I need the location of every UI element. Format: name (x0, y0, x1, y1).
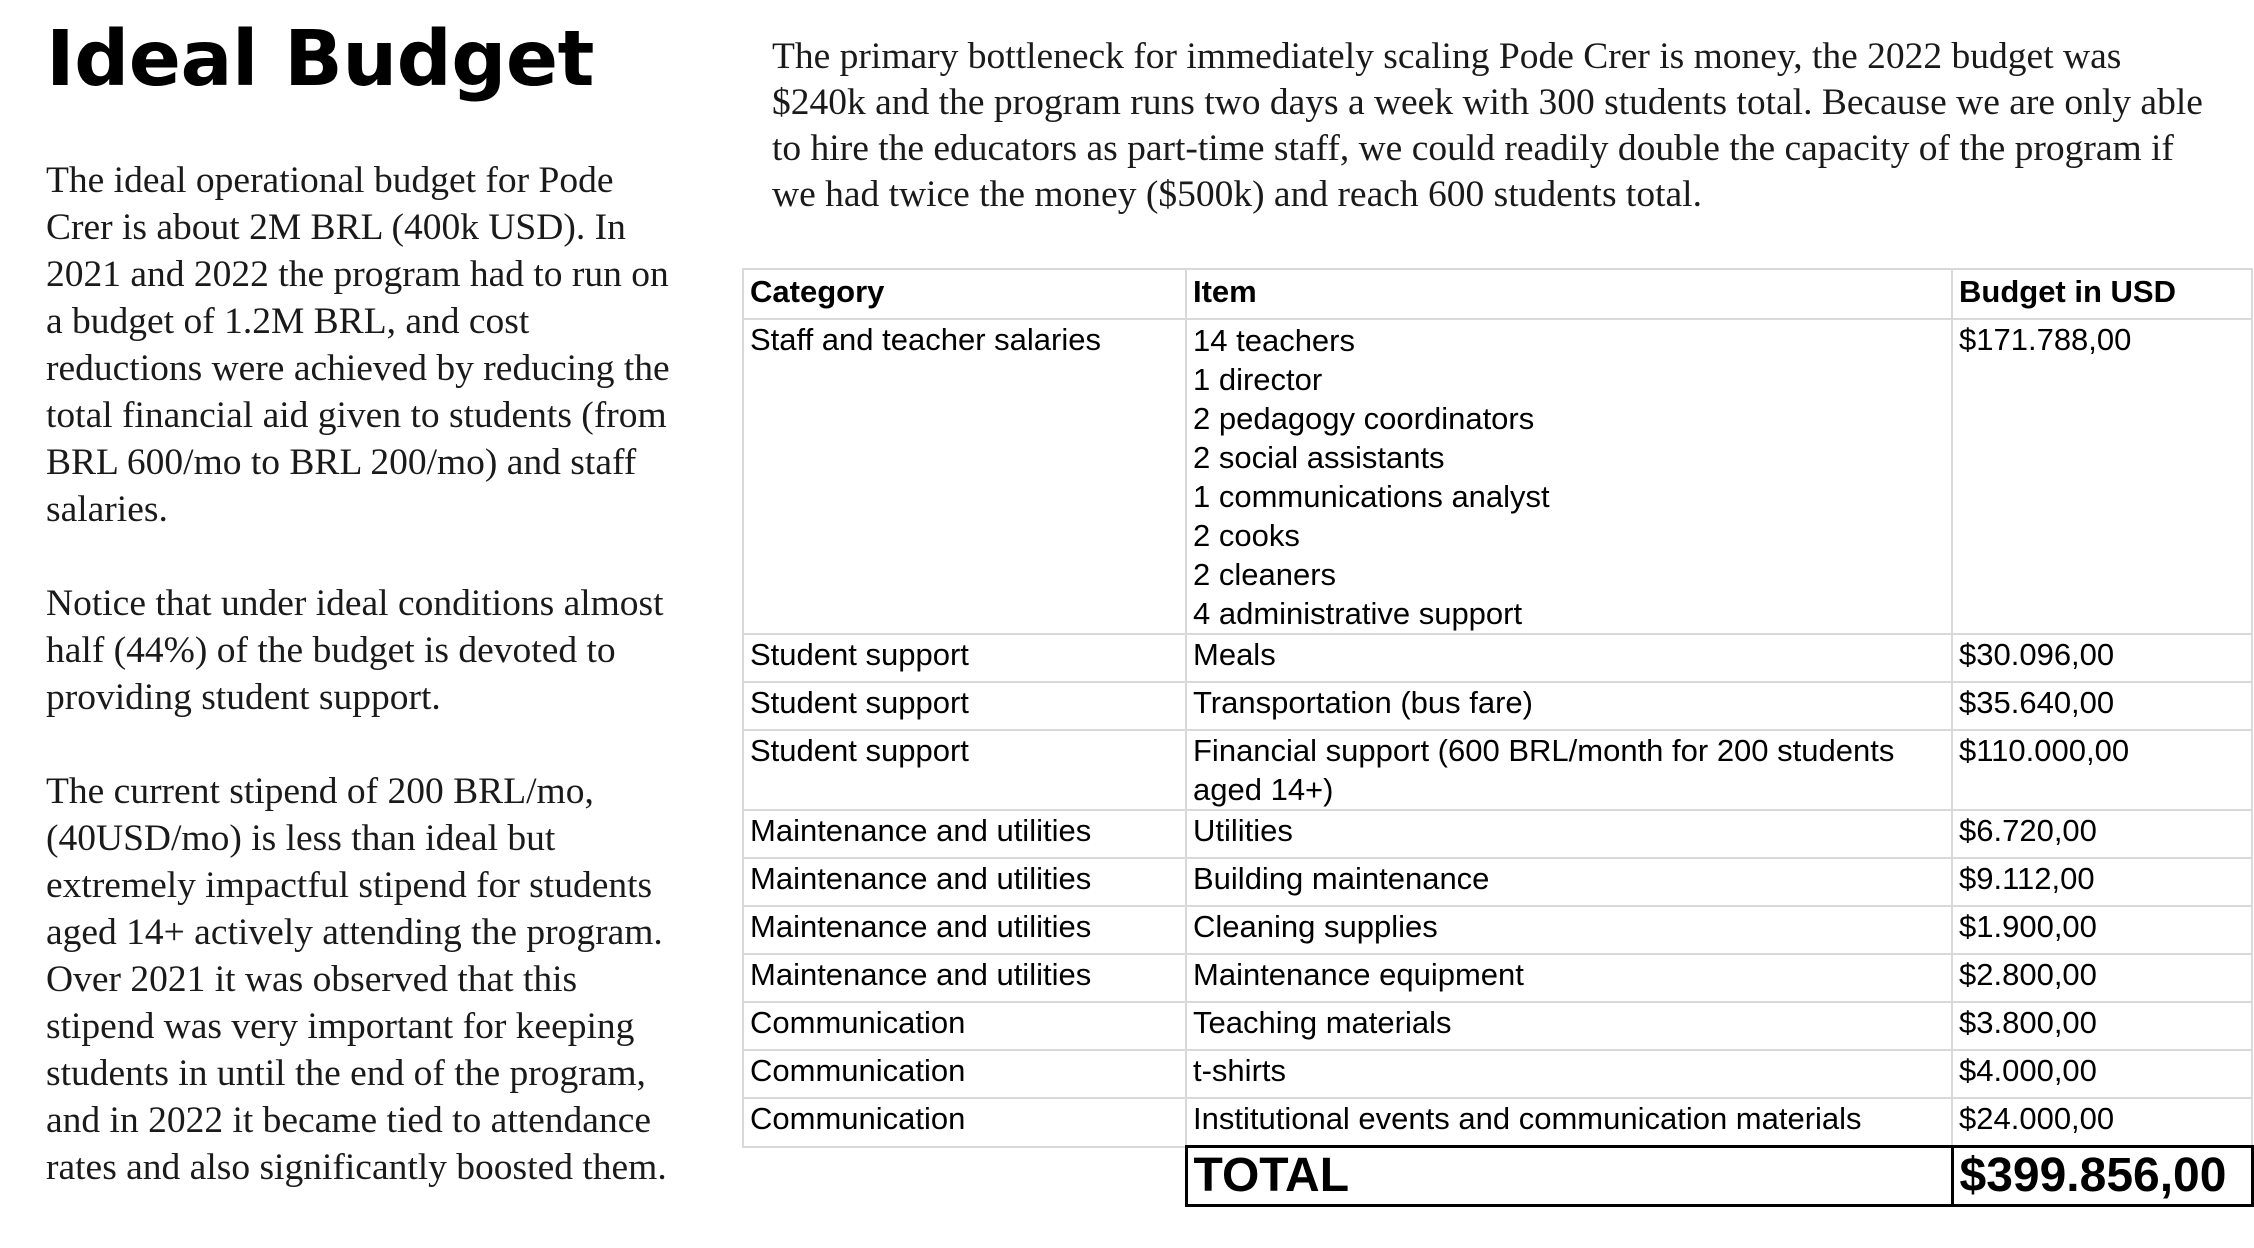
cell-budget: $171.788,00 (1952, 319, 2252, 634)
cell-category: Communication (743, 1098, 1186, 1147)
cell-budget: $24.000,00 (1952, 1098, 2252, 1147)
paragraph-stipend: The current stipend of 200 BRL/mo, (40USD/mo) is less than ideal but extremely impactful stipend for students aged 14+ actively attending the program. Over 2021 it was observed that this stipend was very important for keeping students in until the end of the program, and in 2022 it became tied to attendance rates and also significantly boosted them. (46, 771, 667, 1188)
staff-item: 1 director (1193, 362, 1323, 397)
left-column-text (46, 157, 686, 1238)
staff-item: 4 administrative support (1193, 596, 1523, 631)
cell-category: Student support (743, 634, 1186, 682)
cell-budget: $110.000,00 (1952, 730, 2252, 810)
cell-budget: $6.720,00 (1952, 810, 2252, 858)
cell-item: Utilities (1186, 810, 1952, 858)
cell-category: Communication (743, 1002, 1186, 1050)
total-row (743, 1147, 2252, 1206)
cell-budget: $1.900,00 (1952, 906, 2252, 954)
table-row (743, 858, 2252, 906)
total-value: $399.856,00 (1952, 1147, 2252, 1206)
page-title: Ideal Budget (46, 15, 594, 104)
cell-item: Cleaning supplies (1186, 906, 1952, 954)
table-row (743, 954, 2252, 1002)
cell-category: Student support (743, 682, 1186, 730)
table-row (743, 1002, 2252, 1050)
cell-budget: $2.800,00 (1952, 954, 2252, 1002)
cell-category: Maintenance and utilities (743, 954, 1186, 1002)
cell-item: Financial support (600 BRL/month for 200 students aged 14+) (1186, 730, 1952, 810)
cell-category: Student support (743, 730, 1186, 810)
cell-item: Teaching materials (1186, 1002, 1952, 1050)
staff-item: 2 social assistants (1193, 440, 1445, 475)
table-row (743, 1098, 2252, 1147)
cell-category: Communication (743, 1050, 1186, 1098)
table-row (743, 810, 2252, 858)
table-row-staff (743, 319, 2252, 634)
budget-table (742, 268, 2254, 1207)
paragraph-student-support-share: Notice that under ideal conditions almost half (44%) of the budget is devoted to providing student support. (46, 583, 664, 718)
table-row (743, 682, 2252, 730)
cell-budget: $3.800,00 (1952, 1002, 2252, 1050)
table-row (743, 1050, 2252, 1098)
cell-budget: $4.000,00 (1952, 1050, 2252, 1098)
cell-category: Maintenance and utilities (743, 858, 1186, 906)
header-category: Category (743, 269, 1186, 319)
staff-item: 2 cleaners (1193, 557, 1337, 592)
cell-budget: $9.112,00 (1952, 858, 2252, 906)
cell-category: Staff and teacher salaries (743, 319, 1186, 634)
table-row (743, 634, 2252, 682)
cell-item: Institutional events and communication materials (1186, 1098, 1952, 1147)
cell-item-list (1186, 319, 1952, 634)
total-label: TOTAL (1186, 1147, 1952, 1206)
cell-category: Maintenance and utilities (743, 810, 1186, 858)
cell-item: Transportation (bus fare) (1186, 682, 1952, 730)
cell-item: Building maintenance (1186, 858, 1952, 906)
total-blank-cell (743, 1147, 1186, 1206)
table-row (743, 730, 2252, 810)
cell-item: Meals (1186, 634, 1952, 682)
cell-item: t-shirts (1186, 1050, 1952, 1098)
header-budget: Budget in USD (1952, 269, 2252, 319)
header-item: Item (1186, 269, 1952, 319)
cell-budget: $30.096,00 (1952, 634, 2252, 682)
cell-budget: $35.640,00 (1952, 682, 2252, 730)
cell-category: Maintenance and utilities (743, 906, 1186, 954)
paragraph-ideal-budget: The ideal operational budget for Pode Crer is about 2M BRL (400k USD). In 2021 and 2022 the program had to run on a budget of 1.2M BRL, and cost reductions were achieved by reducing the total financial aid given to students (from BRL 600/mo to BRL 200/mo) and staff salaries. (46, 160, 670, 530)
intro-paragraph: The primary bottleneck for immediately scaling Pode Crer is money, the 2022 budget was $240k and the program runs two days a week with 300 students total. Because we are only able to hire the educators as part-time staff, we could readily double the capacity of the program if we had twice the money ($500k) and reach 600 students total. (772, 36, 2203, 215)
staff-item: 1 communications analyst (1193, 479, 1550, 514)
staff-item: 2 pedagogy coordinators (1193, 401, 1535, 436)
staff-item: 14 teachers (1193, 323, 1355, 358)
cell-item: Maintenance equipment (1186, 954, 1952, 1002)
table-header-row (743, 269, 2252, 319)
staff-item: 2 cooks (1193, 518, 1300, 553)
table-row (743, 906, 2252, 954)
